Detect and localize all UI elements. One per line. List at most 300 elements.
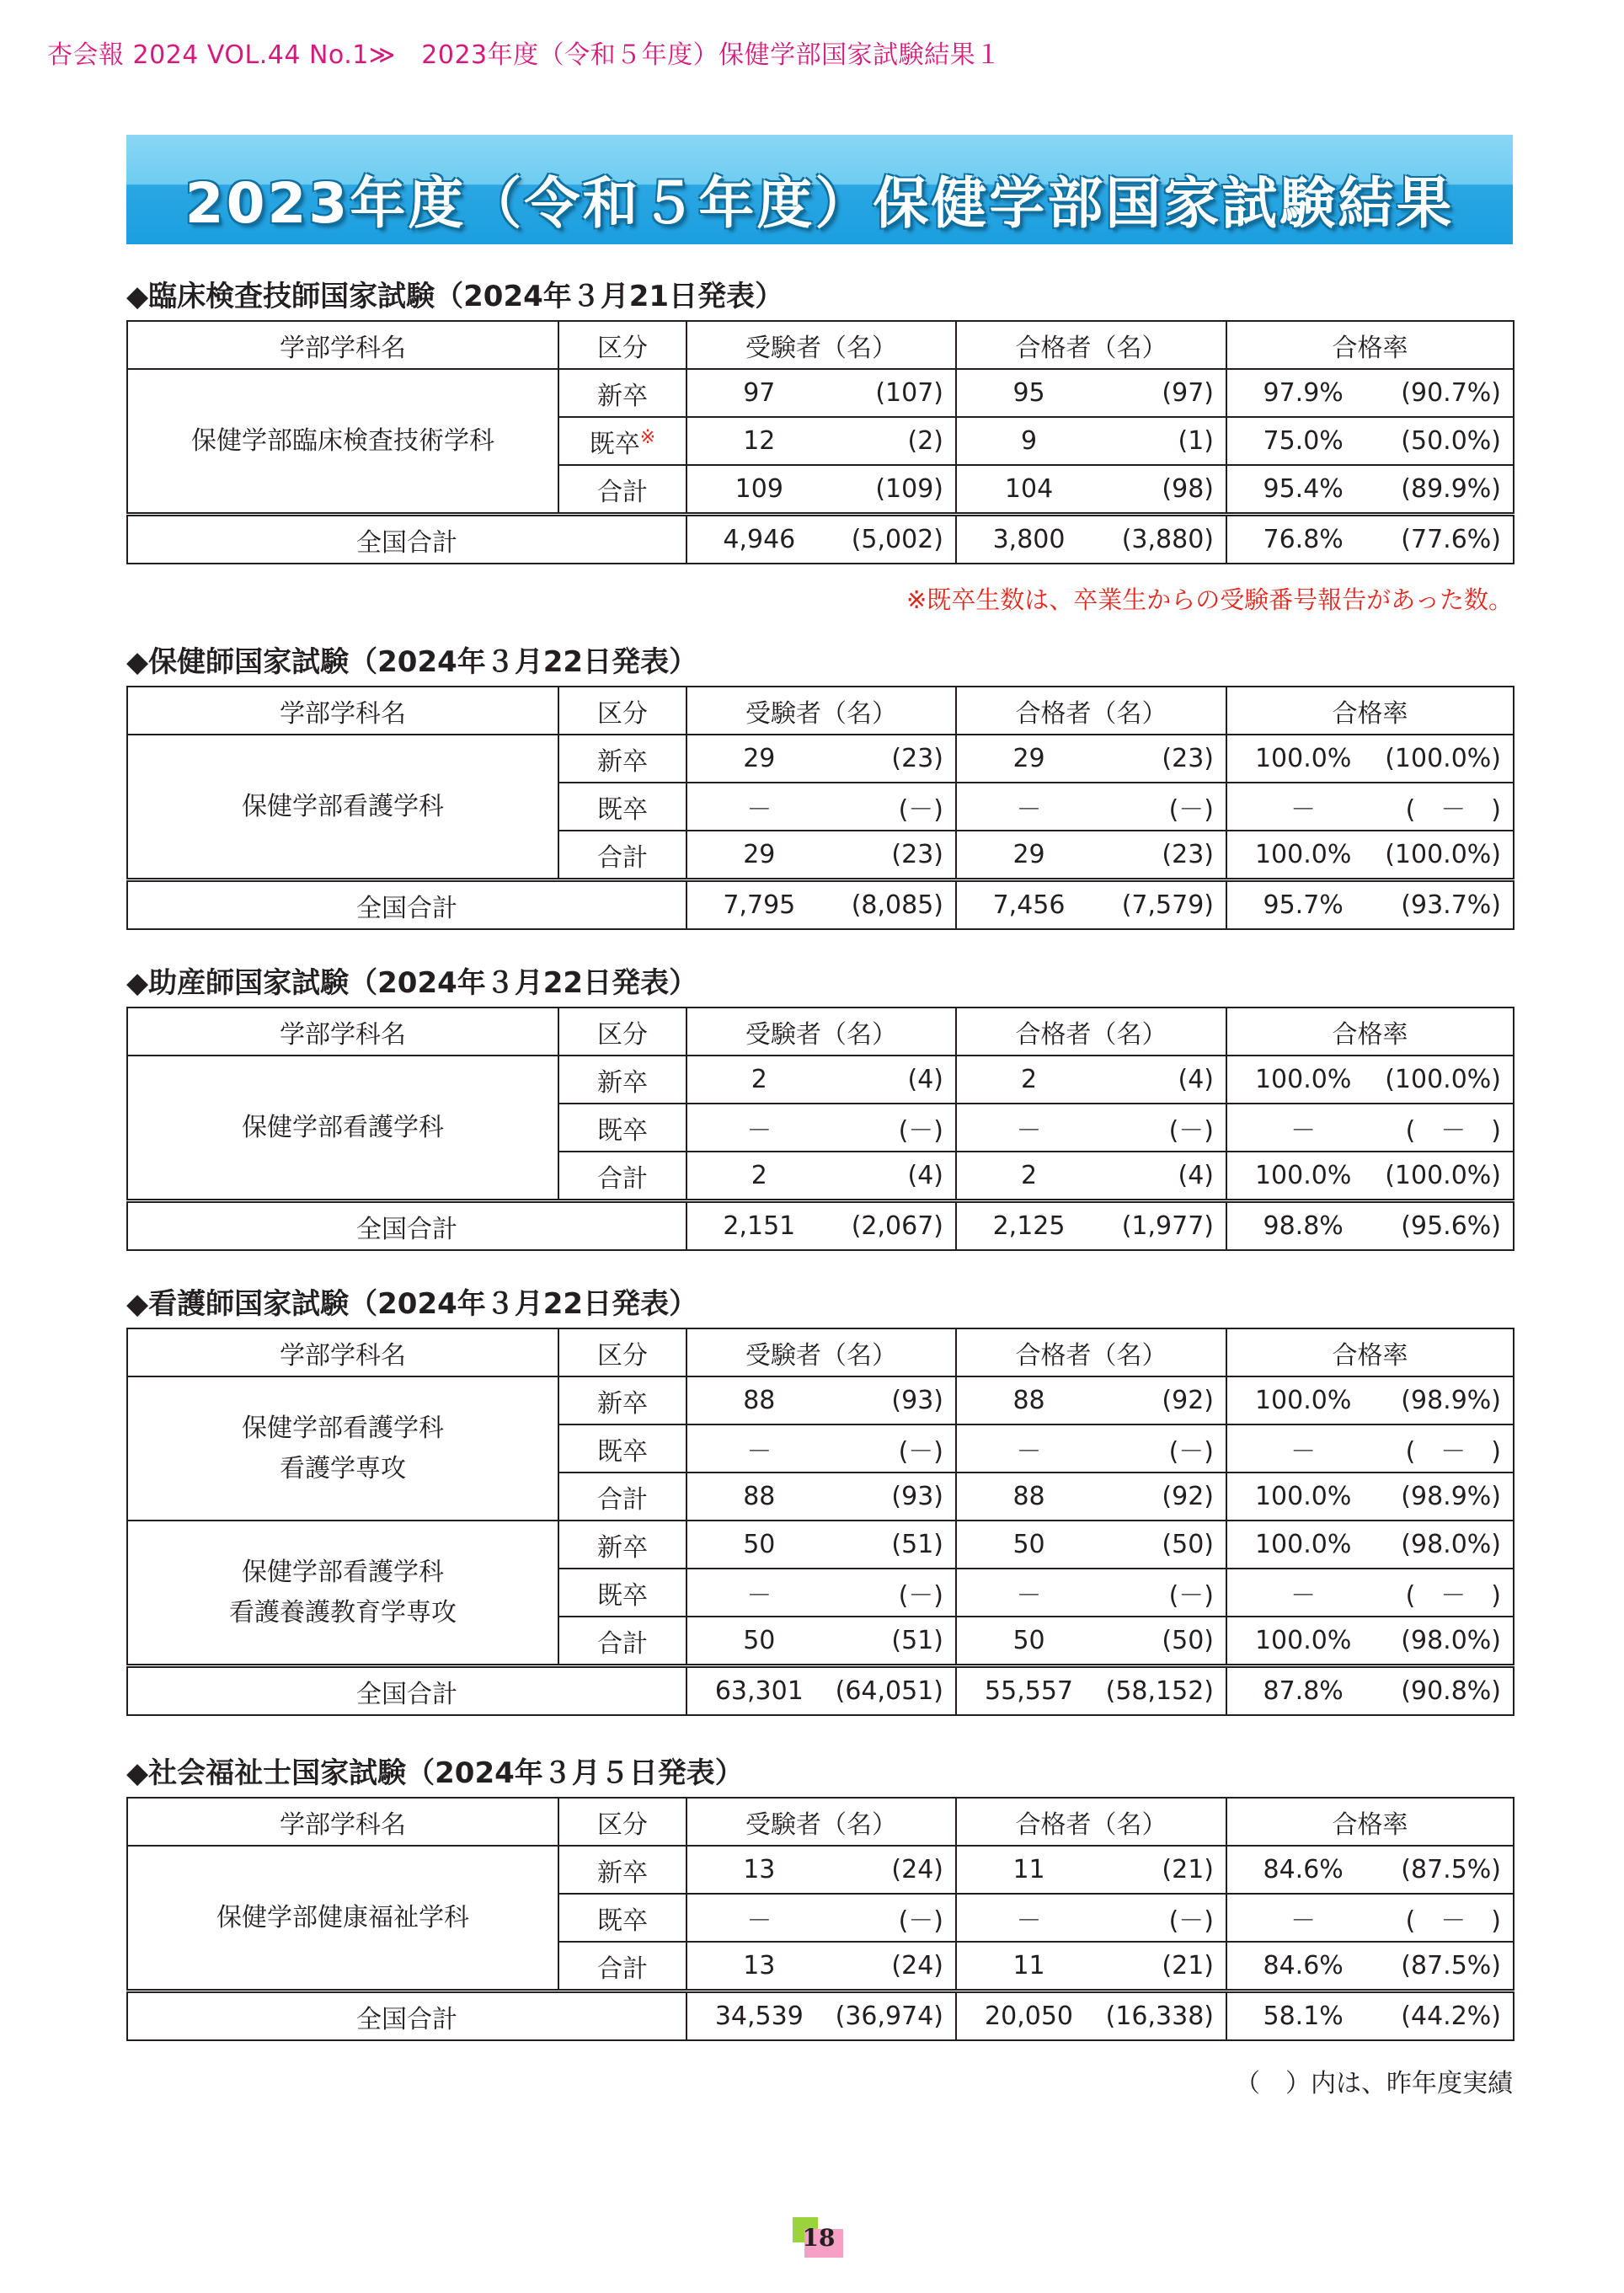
examinees-cell [686,369,956,417]
examinees-cell [686,1424,956,1473]
national-pass-rate-cell-previous-year: (77.6%) [1401,525,1501,554]
pass-rate-cell [1226,1473,1514,1521]
pass-rate-cell-previous-year: (98.9%) [1401,1386,1501,1415]
pass-rate-cell-previous-year: (90.7%) [1401,378,1501,408]
passers-header: 合格者（名） [956,1328,1226,1376]
category-header: 区分 [558,1798,686,1846]
examinees-cell-values [687,1530,955,1559]
examinees-cell-values [687,426,955,456]
examinees-cell-current: 13 [743,1855,776,1884]
category-label: 既卒 [597,1115,648,1146]
pass-rate-cell [1226,1521,1514,1569]
national-pass-rate-cell-values [1227,1676,1513,1706]
header-row [127,1328,1514,1376]
examinees-cell-values [687,1430,955,1467]
pass-rate-cell [1226,1894,1514,1942]
category-cell [558,1056,686,1104]
category-cell [558,1894,686,1942]
category-label: 既卒 [597,794,648,825]
category-cell [558,735,686,783]
passers-cell-values [957,1530,1226,1559]
category-cell [558,1569,686,1617]
department-cell [127,1376,558,1521]
examinees-cell-values [687,788,955,826]
examinees-cell-current: 88 [743,1386,776,1415]
passers-cell [956,1894,1226,1942]
table-row [127,1846,1514,1894]
pass-rate-cell-current: 84.6% [1263,1855,1344,1884]
results-table [126,686,1514,930]
pass-rate-cell-values [1227,1951,1513,1980]
national-examinees-cell-current: 4,946 [723,525,796,554]
examinees-cell [686,1473,956,1521]
passers-cell [956,1152,1226,1201]
national-examinees-cell-current: 7,795 [723,890,796,920]
passers-cell-values [957,1065,1226,1094]
passers-cell-current: － [1016,1905,1042,1936]
passers-cell-values [957,788,1226,826]
national-total-row [127,1201,1514,1251]
department-name-line: 保健学部看護学科 [242,791,444,821]
national-passers-cell-previous-year: (1,977) [1121,1211,1214,1241]
national-passers-cell-values [957,2002,1226,2031]
category-label: 新卒 [597,1067,648,1098]
category-label: 新卒 [597,1388,648,1419]
pass-rate-cell-current: 100.0% [1254,1065,1352,1094]
passers-cell [956,1942,1226,1991]
passers-cell-previous-year: (－) [1168,1580,1214,1611]
passers-cell-previous-year: (23) [1162,744,1214,773]
examinees-cell-previous-year: (4) [907,1065,943,1094]
title-banner [126,135,1513,244]
category-label: 新卒 [597,746,648,777]
category-label: 合計 [597,1163,648,1194]
header-row [127,1798,1514,1846]
national-examinees-cell-current: 2,151 [723,1211,796,1241]
category-label: 合計 [597,1484,648,1515]
national-passers-cell-current: 7,456 [992,890,1066,920]
national-total-row [127,880,1514,930]
footnote-mark: ※ [639,426,656,448]
national-examinees-cell [686,1666,956,1716]
header-row [127,687,1514,735]
examinees-cell-values [687,1161,955,1190]
examinees-cell-current: － [746,1436,772,1467]
category-cell [558,369,686,417]
examinees-cell-previous-year: (23) [891,744,943,773]
examinees-cell-previous-year: (－) [898,1115,943,1146]
pass-rate-cell-previous-year: ( － ) [1405,1580,1501,1611]
category-label: 合計 [597,842,648,873]
examinees-header: 受験者（名） [686,687,956,735]
pass-rate-cell [1226,1617,1514,1666]
national-pass-rate-cell-current: 58.1% [1263,2002,1344,2031]
pass-rate-cell-current: 97.9% [1263,378,1344,408]
pass-rate-header: 合格率 [1226,1798,1514,1846]
examinees-cell-current: 88 [743,1482,776,1511]
exam-section-title: ◆助産師国家試験（2024年３月22日発表） [126,966,698,1000]
passers-cell-current: 2 [1021,1065,1038,1094]
examinees-cell [686,783,956,831]
examinees-cell-current: 50 [743,1626,776,1655]
pass-rate-cell-current: 75.0% [1263,426,1344,456]
national-passers-cell [956,880,1226,930]
pass-rate-cell-current: 95.4% [1263,474,1344,504]
national-examinees-cell-current: 63,301 [714,1676,804,1706]
category-header: 区分 [558,1328,686,1376]
pass-rate-cell [1226,369,1514,417]
category-cell [558,1473,686,1521]
page-number [793,2217,845,2258]
examinees-cell [686,1846,956,1894]
examinees-cell-values [687,840,955,869]
category-label: 既卒 [589,429,640,459]
examinees-cell [686,1104,956,1152]
category-cell [558,1617,686,1666]
national-examinees-cell [686,1991,956,2041]
examinees-cell-previous-year: (－) [898,1580,943,1611]
dept-header: 学部学科名 [127,1008,558,1056]
category-header: 区分 [558,687,686,735]
national-pass-rate-cell-current: 87.8% [1263,1676,1344,1706]
passers-header: 合格者（名） [956,687,1226,735]
results-table [126,320,1514,564]
category-label: 合計 [597,1954,648,1984]
results-table [126,1328,1514,1716]
table-row [127,735,1514,783]
pass-rate-cell-current: 100.0% [1254,1482,1352,1511]
pass-rate-cell-previous-year: (87.5%) [1401,1855,1501,1884]
examinees-cell-current: － [746,1115,772,1146]
examinees-cell-values [687,378,955,408]
pass-rate-cell-current: － [1290,794,1317,825]
pass-rate-header: 合格率 [1226,1328,1514,1376]
pass-rate-header: 合格率 [1226,687,1514,735]
pass-rate-cell-previous-year: (98.9%) [1401,1482,1501,1511]
examinees-cell-previous-year: (24) [891,1951,943,1980]
examinees-cell-current: 2 [751,1065,767,1094]
category-cell [558,417,686,465]
examinees-cell-values [687,1626,955,1655]
category-cell [558,1152,686,1201]
passers-cell-current: 95 [1012,378,1045,408]
passers-cell-values [957,426,1226,456]
passers-cell [956,783,1226,831]
passers-cell [956,1104,1226,1152]
department-cell [127,1056,558,1201]
examinees-cell [686,465,956,515]
passers-cell [956,1376,1226,1424]
examinees-cell-values [687,1065,955,1094]
national-pass-rate-cell-previous-year: (44.2%) [1401,2002,1501,2031]
exam-section [126,1753,1513,2041]
passers-cell-current: 29 [1012,744,1045,773]
passers-cell-current: － [1016,794,1042,825]
pass-rate-cell-previous-year: (98.0%) [1401,1626,1501,1655]
header-row [127,1008,1514,1056]
passers-cell-values [957,1386,1226,1415]
exam-section [126,276,1513,564]
national-pass-rate-cell-previous-year: (90.8%) [1401,1676,1501,1706]
passers-header: 合格者（名） [956,1008,1226,1056]
examinees-header: 受験者（名） [686,1008,956,1056]
department-name-line: 保健学部健康福祉学科 [216,1902,469,1932]
examinees-cell-current: － [746,794,772,825]
national-examinees-cell-previous-year: (2,067) [851,1211,943,1241]
national-examinees-cell-previous-year: (36,974) [835,2002,943,2031]
national-passers-cell-values [957,1211,1226,1241]
page-number-text: 18 [802,2224,836,2252]
examinees-cell [686,735,956,783]
examinees-cell-current: 29 [743,840,776,869]
examinees-header: 受験者（名） [686,1798,956,1846]
examinees-cell [686,417,956,465]
passers-cell [956,369,1226,417]
results-table [126,1797,1514,2041]
pass-rate-cell-current: － [1290,1905,1317,1936]
category-header: 区分 [558,321,686,369]
passers-cell-previous-year: (4) [1178,1161,1214,1190]
passers-cell-previous-year: (1) [1178,426,1214,456]
passers-cell-current: － [1016,1115,1042,1146]
examinees-cell [686,1152,956,1201]
passers-cell-current: － [1016,1580,1042,1611]
national-passers-cell [956,1201,1226,1251]
dept-header: 学部学科名 [127,1328,558,1376]
national-passers-cell-previous-year: (7,579) [1121,890,1214,920]
category-label: 既卒 [597,1905,648,1936]
category-cell [558,1521,686,1569]
pass-rate-header: 合格率 [1226,321,1514,369]
national-pass-rate-cell-previous-year: (93.7%) [1401,890,1501,920]
national-examinees-cell-values [687,525,955,554]
national-passers-cell [956,515,1226,564]
pass-rate-cell-current: － [1290,1580,1317,1611]
examinees-cell-values [687,1482,955,1511]
national-examinees-cell-values [687,2002,955,2031]
pass-rate-cell [1226,1569,1514,1617]
national-passers-cell-current: 20,050 [985,2002,1074,2031]
passers-cell [956,831,1226,880]
passers-cell-previous-year: (4) [1178,1065,1214,1094]
pass-rate-cell [1226,1056,1514,1104]
national-pass-rate-cell [1226,1991,1514,2041]
passers-cell-previous-year: (92) [1162,1482,1214,1511]
national-passers-cell [956,1991,1226,2041]
department-name-line: 保健学部看護学科 [242,1413,444,1443]
pass-rate-cell-previous-year: (100.0%) [1385,744,1501,773]
examinees-cell [686,1521,956,1569]
pass-rate-cell-previous-year: (50.0%) [1401,426,1501,456]
exam-section [126,963,1513,1251]
pass-rate-cell [1226,417,1514,465]
examinees-cell-current: 97 [743,378,776,408]
category-cell [558,1104,686,1152]
passers-cell-current: 104 [1004,474,1054,504]
passers-cell-previous-year: (50) [1162,1530,1214,1559]
category-cell [558,1376,686,1424]
pass-rate-cell-previous-year: (89.9%) [1401,474,1501,504]
examinees-cell [686,1376,956,1424]
pass-rate-cell-values [1227,1161,1513,1190]
pass-rate-cell-current: 100.0% [1254,840,1352,869]
category-label: 新卒 [597,1857,648,1888]
department-cell [127,1521,558,1666]
passers-cell-values [957,1900,1226,1937]
category-cell [558,1846,686,1894]
national-total-label: 全国合計 [127,1666,686,1716]
pass-rate-cell-values [1227,1855,1513,1884]
passers-cell-values [957,378,1226,408]
national-pass-rate-cell-values [1227,890,1513,920]
pass-rate-cell-previous-year: (87.5%) [1401,1951,1501,1980]
pass-rate-cell [1226,831,1514,880]
passers-cell-previous-year: (－) [1168,794,1214,825]
examinees-cell-current: 29 [743,744,776,773]
passers-cell [956,1473,1226,1521]
examinees-cell-previous-year: (51) [891,1530,943,1559]
examinees-cell-current: 50 [743,1530,776,1559]
department-name-line: 保健学部看護学科 [242,1557,444,1587]
pass-rate-cell-values [1227,378,1513,408]
category-cell [558,465,686,515]
pass-rate-cell-values [1227,1109,1513,1146]
pass-rate-cell-previous-year: ( － ) [1405,1905,1501,1936]
pass-rate-cell [1226,1424,1514,1473]
department-name-line: 保健学部臨床検査技術学科 [191,425,494,456]
pass-rate-cell-current: 100.0% [1254,1626,1352,1655]
pass-rate-cell-values [1227,1430,1513,1467]
exam-section-title: ◆看護師国家試験（2024年３月22日発表） [126,1287,698,1321]
passers-cell-previous-year: (50) [1162,1626,1214,1655]
passers-cell-current: 88 [1012,1386,1045,1415]
national-passers-cell-previous-year: (58,152) [1105,1676,1214,1706]
passers-cell-previous-year: (－) [1168,1905,1214,1936]
dept-header: 学部学科名 [127,321,558,369]
national-total-row [127,515,1514,564]
national-total-row [127,1991,1514,2041]
national-pass-rate-cell-values [1227,2002,1513,2031]
passers-cell [956,1569,1226,1617]
national-pass-rate-cell [1226,515,1514,564]
passers-cell [956,735,1226,783]
examinees-cell-current: 109 [735,474,783,504]
pass-rate-cell-current: － [1290,1115,1317,1146]
page-title: 2023年度（令和５年度）保健学部国家試験結果 [184,171,1455,236]
examinees-header: 受験者（名） [686,321,956,369]
passers-cell-values [957,1109,1226,1146]
national-pass-rate-cell-current: 98.8% [1263,1211,1344,1241]
examinees-cell-previous-year: (23) [891,840,943,869]
previous-year-note: （ ）内は、昨年度実績 [1235,2069,1513,2098]
national-passers-cell-values [957,525,1226,554]
examinees-cell-values [687,474,955,504]
national-pass-rate-cell-current: 76.8% [1263,525,1344,554]
table-row [127,1376,1514,1424]
department-cell [127,735,558,880]
pass-rate-cell [1226,1942,1514,1991]
national-examinees-cell-previous-year: (64,051) [835,1676,943,1706]
passers-header: 合格者（名） [956,321,1226,369]
pass-rate-cell-values [1227,474,1513,504]
national-pass-rate-cell-values [1227,1211,1513,1241]
department-name-line: 看護学専攻 [280,1453,406,1483]
pass-rate-cell [1226,735,1514,783]
passers-cell-current: 11 [1012,1951,1045,1980]
national-examinees-cell [686,880,956,930]
examinees-cell [686,831,956,880]
national-total-label: 全国合計 [127,1991,686,2041]
passers-cell-current: 2 [1021,1161,1038,1190]
passers-cell-current: 29 [1012,840,1045,869]
pass-rate-cell-values [1227,1626,1513,1655]
examinees-cell [686,1569,956,1617]
pass-rate-cell-previous-year: ( － ) [1405,1115,1501,1146]
pass-rate-cell-values [1227,1482,1513,1511]
dept-header: 学部学科名 [127,687,558,735]
pass-rate-cell [1226,1846,1514,1894]
national-total-label: 全国合計 [127,515,686,564]
national-total-label: 全国合計 [127,880,686,930]
examinees-cell-values [687,744,955,773]
national-examinees-cell [686,1201,956,1251]
pass-rate-cell [1226,1152,1514,1201]
exam-section-title: ◆臨床検査技師国家試験（2024年３月21日発表） [126,280,784,313]
pass-rate-cell-current: － [1290,1436,1317,1467]
exam-section-title: ◆社会福祉士国家試験（2024年３月５日発表） [126,1756,744,1790]
pass-rate-cell-previous-year: (100.0%) [1385,1065,1501,1094]
pass-rate-cell-current: 100.0% [1254,744,1352,773]
national-examinees-cell-values [687,1676,955,1706]
past-graduates-note: ※既卒生数は、卒業生からの受験番号報告があった数。 [905,585,1513,614]
pass-rate-cell-values [1227,426,1513,456]
examinees-cell [686,1617,956,1666]
national-passers-cell-current: 2,125 [992,1211,1066,1241]
passers-cell-previous-year: (21) [1162,1951,1214,1980]
examinees-cell-previous-year: (109) [875,474,943,504]
passers-cell-values [957,474,1226,504]
exam-section [126,642,1513,930]
dept-header: 学部学科名 [127,1798,558,1846]
passers-cell-values [957,1951,1226,1980]
passers-cell-current: 50 [1012,1530,1045,1559]
pass-rate-cell-values [1227,1065,1513,1094]
pass-rate-cell-values [1227,840,1513,869]
passers-cell-values [957,1482,1226,1511]
examinees-cell-previous-year: (－) [898,1436,943,1467]
passers-cell [956,417,1226,465]
passers-cell-values [957,1430,1226,1467]
examinees-cell-values [687,1109,955,1146]
examinees-cell-previous-year: (24) [891,1855,943,1884]
national-examinees-cell-values [687,1211,955,1241]
examinees-cell [686,1894,956,1942]
passers-header: 合格者（名） [956,1798,1226,1846]
passers-cell-values [957,744,1226,773]
header-row [127,321,1514,369]
passers-cell [956,1521,1226,1569]
examinees-cell [686,1056,956,1104]
results-table [126,1007,1514,1251]
passers-cell-previous-year: (－) [1168,1115,1214,1146]
pass-rate-cell [1226,465,1514,515]
category-label: 合計 [597,477,648,507]
passers-cell-previous-year: (21) [1162,1855,1214,1884]
passers-cell-current: 88 [1012,1482,1045,1511]
examinees-cell-previous-year: (107) [875,378,943,408]
passers-cell-previous-year: (－) [1168,1436,1214,1467]
national-pass-rate-cell-previous-year: (95.6%) [1401,1211,1501,1241]
